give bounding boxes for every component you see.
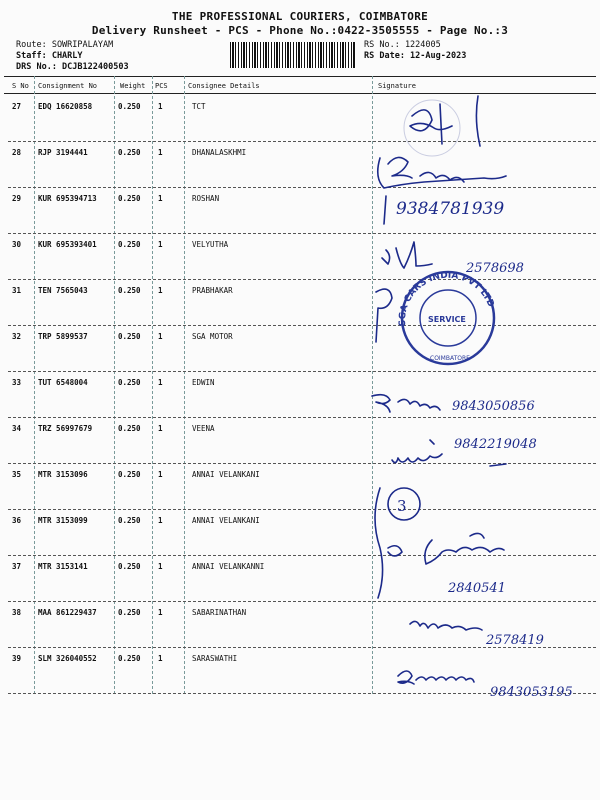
row-weight: 0.250 <box>118 654 141 663</box>
handwritten-note-38: 2578419 <box>486 633 544 648</box>
row-weight: 0.250 <box>118 332 141 341</box>
row-consignment: KUR 695393401 <box>38 240 97 249</box>
handwritten-note-34: 9842219048 <box>454 437 537 452</box>
row-weight: 0.250 <box>118 470 141 479</box>
row-sno: 30 <box>12 240 22 249</box>
row-consignee: TCT <box>192 102 206 111</box>
stamp-city-text: COIMBATORE <box>430 355 470 362</box>
row-consignee: EDWIN <box>192 378 215 387</box>
table-row <box>0 602 600 648</box>
row-consignment: TUT 6548004 <box>38 378 88 387</box>
row-consignee: SABARINATHAN <box>192 608 247 617</box>
stamp-company-text: SGA CARS INDIA PVT LTD <box>397 270 496 327</box>
row-consignee: SGA MOTOR <box>192 332 233 341</box>
row-separator <box>8 693 596 694</box>
row-consignment: TEN 7565043 <box>38 286 88 295</box>
table-row <box>0 326 600 372</box>
row-consignment: MTR 3153141 <box>38 562 88 571</box>
col-consignee: Consignee Details <box>188 82 260 90</box>
row-sno: 31 <box>12 286 22 295</box>
row-consignment: TRP 5899537 <box>38 332 88 341</box>
table-row <box>0 234 600 280</box>
table-row <box>0 556 600 602</box>
row-sno: 35 <box>12 470 22 479</box>
header-rule-bottom <box>4 93 596 94</box>
row-sno: 29 <box>12 194 22 203</box>
row-consignment: MAA 861229437 <box>38 608 97 617</box>
drs-number: DRS No.: DCJB122400503 <box>16 62 129 72</box>
row-pcs: 1 <box>158 608 163 617</box>
table-row <box>0 188 600 234</box>
row-consignment: EDQ 16620858 <box>38 102 93 111</box>
handwritten-note-37: 2840541 <box>448 581 506 596</box>
rs-date: RS Date: 12-Aug-2023 <box>364 51 467 61</box>
row-consignment: SLM 326040552 <box>38 654 97 663</box>
document-subtitle: Delivery Runsheet - PCS - Phone No.:0422-3505555 - Page No.:3 <box>91 24 509 37</box>
row-sno: 33 <box>12 378 22 387</box>
handwritten-note-33: 9843050856 <box>452 399 535 414</box>
row-sno: 36 <box>12 516 22 525</box>
table-row <box>0 96 600 142</box>
row-consignment: MTR 3153096 <box>38 470 88 479</box>
svg-text:3: 3 <box>397 497 407 515</box>
row-consignee: ANNAI VELANKANI <box>192 516 260 525</box>
route-label: Route: SOWRIPALAYAM <box>16 40 114 50</box>
row-consignee: VEENA <box>192 424 215 433</box>
row-consignment: KUR 695394713 <box>38 194 97 203</box>
row-pcs: 1 <box>158 148 163 157</box>
row-pcs: 1 <box>158 378 163 387</box>
table-row <box>0 418 600 464</box>
row-consignment: TRZ 56997679 <box>38 424 93 433</box>
row-sno: 39 <box>12 654 22 663</box>
row-weight: 0.250 <box>118 148 141 157</box>
row-pcs: 1 <box>158 286 163 295</box>
handwritten-note-30: 2578698 <box>466 261 524 276</box>
row-pcs: 1 <box>158 470 163 479</box>
col-pcs: PCS <box>155 82 168 90</box>
row-pcs: 1 <box>158 516 163 525</box>
row-weight: 0.250 <box>118 424 141 433</box>
row-pcs: 1 <box>158 332 163 341</box>
table-row <box>0 372 600 418</box>
row-pcs: 1 <box>158 562 163 571</box>
table-row <box>0 280 600 326</box>
table-row <box>0 464 600 510</box>
table-row <box>0 142 600 188</box>
row-pcs: 1 <box>158 424 163 433</box>
rs-number: RS No.: 1224005 <box>364 40 441 50</box>
row-weight: 0.250 <box>118 608 141 617</box>
row-weight: 0.250 <box>118 102 141 111</box>
row-consignee: ROSHAN <box>192 194 220 203</box>
row-consignee: VELYUTHA <box>192 240 229 249</box>
barcode <box>230 42 356 68</box>
table-row <box>0 510 600 556</box>
row-consignment: RJP 3194441 <box>38 148 88 157</box>
row-weight: 0.250 <box>118 286 141 295</box>
row-sno: 28 <box>12 148 22 157</box>
row-consignee: ANNAI VELANKANNI <box>192 562 265 571</box>
row-consignee: SARASWATHI <box>192 654 238 663</box>
row-sno: 34 <box>12 424 22 433</box>
row-weight: 0.250 <box>118 516 141 525</box>
row-consignee: DHANALASKHMI <box>192 148 247 157</box>
row-consignment: MTR 3153099 <box>38 516 88 525</box>
col-sno: S No <box>12 82 29 90</box>
row-pcs: 1 <box>158 194 163 203</box>
col-weight: Weight <box>120 82 146 90</box>
row-pcs: 1 <box>158 102 163 111</box>
staff-label: Staff: CHARLY <box>16 51 83 61</box>
col-signature: Signature <box>378 82 416 90</box>
header-rule-top <box>4 76 596 77</box>
row-pcs: 1 <box>158 654 163 663</box>
row-sno: 32 <box>12 332 22 341</box>
document-title: THE PROFESSIONAL COURIERS, COIMBATORE <box>171 10 429 23</box>
row-pcs: 1 <box>158 240 163 249</box>
row-weight: 0.250 <box>118 378 141 387</box>
row-sno: 38 <box>12 608 22 617</box>
row-consignee: PRABHAKAR <box>192 286 233 295</box>
row-weight: 0.250 <box>118 194 141 203</box>
row-weight: 0.250 <box>118 562 141 571</box>
handwritten-phone-29: 9384781939 <box>396 199 505 219</box>
stamp-center-text: SERVICE <box>428 315 466 324</box>
row-sno: 27 <box>12 102 22 111</box>
row-weight: 0.250 <box>118 240 141 249</box>
col-consignment: Consignment No <box>38 82 98 90</box>
table-row <box>0 648 600 694</box>
row-sno: 37 <box>12 562 22 571</box>
row-consignee: ANNAI VELANKANI <box>192 470 260 479</box>
handwritten-note-39: 9843053195 <box>490 685 573 700</box>
